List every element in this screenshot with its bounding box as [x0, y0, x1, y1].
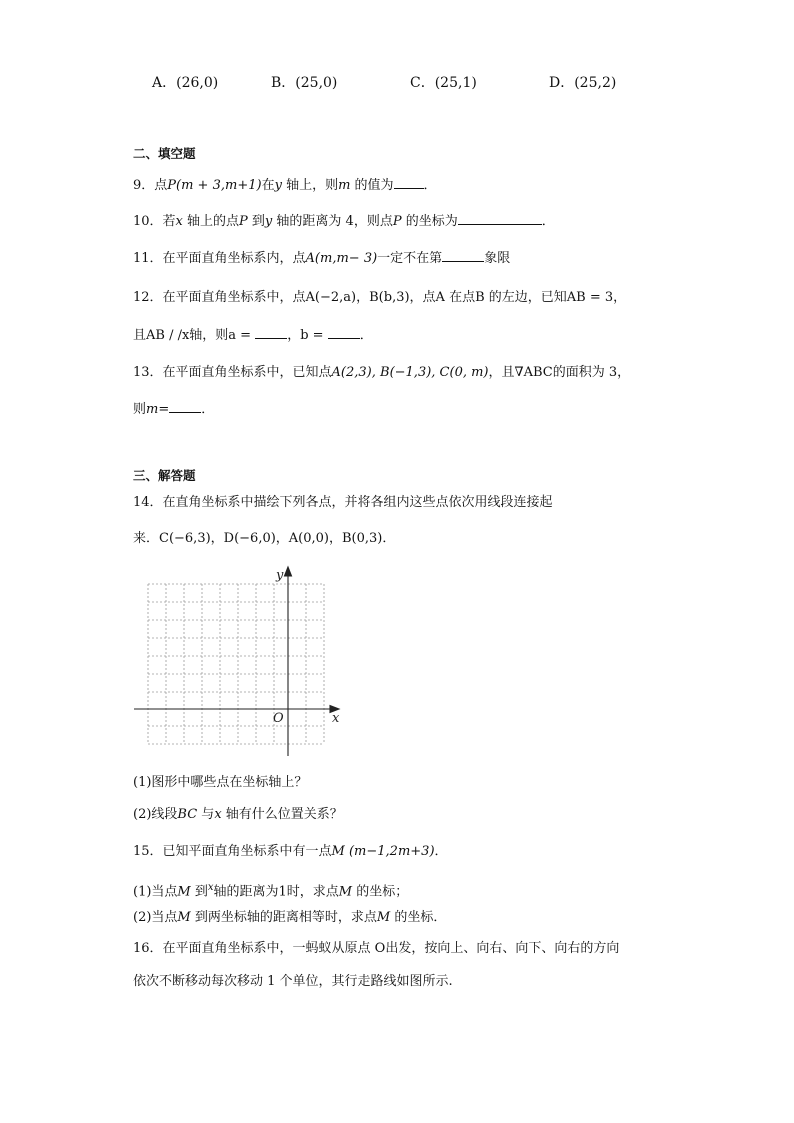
question-13-line1: 13．在平面直角坐标系中，已知点A(2,3), B(−1,3), C(0, m)，且∇ABC的面积为 3， — [133, 365, 631, 380]
question-15-sub2: (2)当点M 到两坐标轴的距离相等时，求点M 的坐标． — [133, 910, 447, 925]
origin-label: O — [273, 711, 284, 726]
answer-blank-b — [328, 326, 360, 339]
answer-blank-a — [255, 326, 287, 339]
answer-blank — [442, 249, 484, 262]
coordinate-grid-figure — [130, 562, 345, 762]
question-9: 9．点P(m + 3,m+1)在y 轴上，则m 的值为 ． — [133, 178, 437, 193]
option-d: D．(25,2) — [549, 75, 617, 91]
grid-lines — [148, 584, 324, 744]
question-15-sub1: (1)当点M 到$^x$轴的距离为1时，求点M 的坐标； — [133, 882, 409, 900]
y-axis-label: y — [276, 568, 284, 583]
option-a: A．(26,0) — [152, 75, 219, 91]
question-12-line1: 12．在平面直角坐标系中，点A(−2,a)，B(b,3)，点A 在点B 的左边，已知AB = 3， — [133, 290, 627, 305]
question-14-line1: 14．在直角坐标系中描绘下列各点，并将各组内这些点依次用线段连接起 — [133, 495, 553, 510]
question-16-line2: 依次不断移动每次移动 1 个单位，其行走路线如图所示. — [133, 974, 453, 989]
question-14-sub2: (2)线段BC 与x 轴有什么位置关系？ — [133, 807, 343, 822]
question-16-line1: 16．在平面直角坐标系中，一蚂蚁从原点 O出发，按向上、向右、向下、向右的方向 — [133, 941, 620, 956]
x-axis-label: x — [332, 711, 340, 726]
question-10: 10．若x 轴上的点P 到y 轴的距离为 4，则点P 的坐标为 ． — [133, 214, 555, 229]
question-14-sub1: (1)图形中哪些点在坐标轴上？ — [133, 775, 308, 790]
question-14-line2: 来．C(−6,3)，D(−6,0)，A(0,0)，B(0,3)． — [133, 531, 396, 546]
question-15: 15．已知平面直角坐标系中有一点M (m−1,2m+3)． — [133, 844, 448, 859]
question-12-line2: 且AB / /x轴，则a = ，b = ． — [133, 328, 373, 343]
answer-blank — [169, 400, 201, 413]
section-heading-answer: 三、解答题 — [133, 468, 196, 483]
question-11: 11．在平面直角坐标系内，点A(m,m− 3)一定不在第 象限 — [133, 251, 511, 266]
answer-blank — [394, 176, 424, 189]
answer-blank — [458, 212, 542, 225]
question-13-line2: 则m= ． — [133, 402, 215, 417]
section-heading-fill-blank: 二、填空题 — [133, 146, 196, 161]
y-axis-arrow — [285, 567, 292, 576]
option-b: B．(25,0) — [271, 75, 338, 91]
option-c: C．(25,1) — [410, 75, 477, 91]
